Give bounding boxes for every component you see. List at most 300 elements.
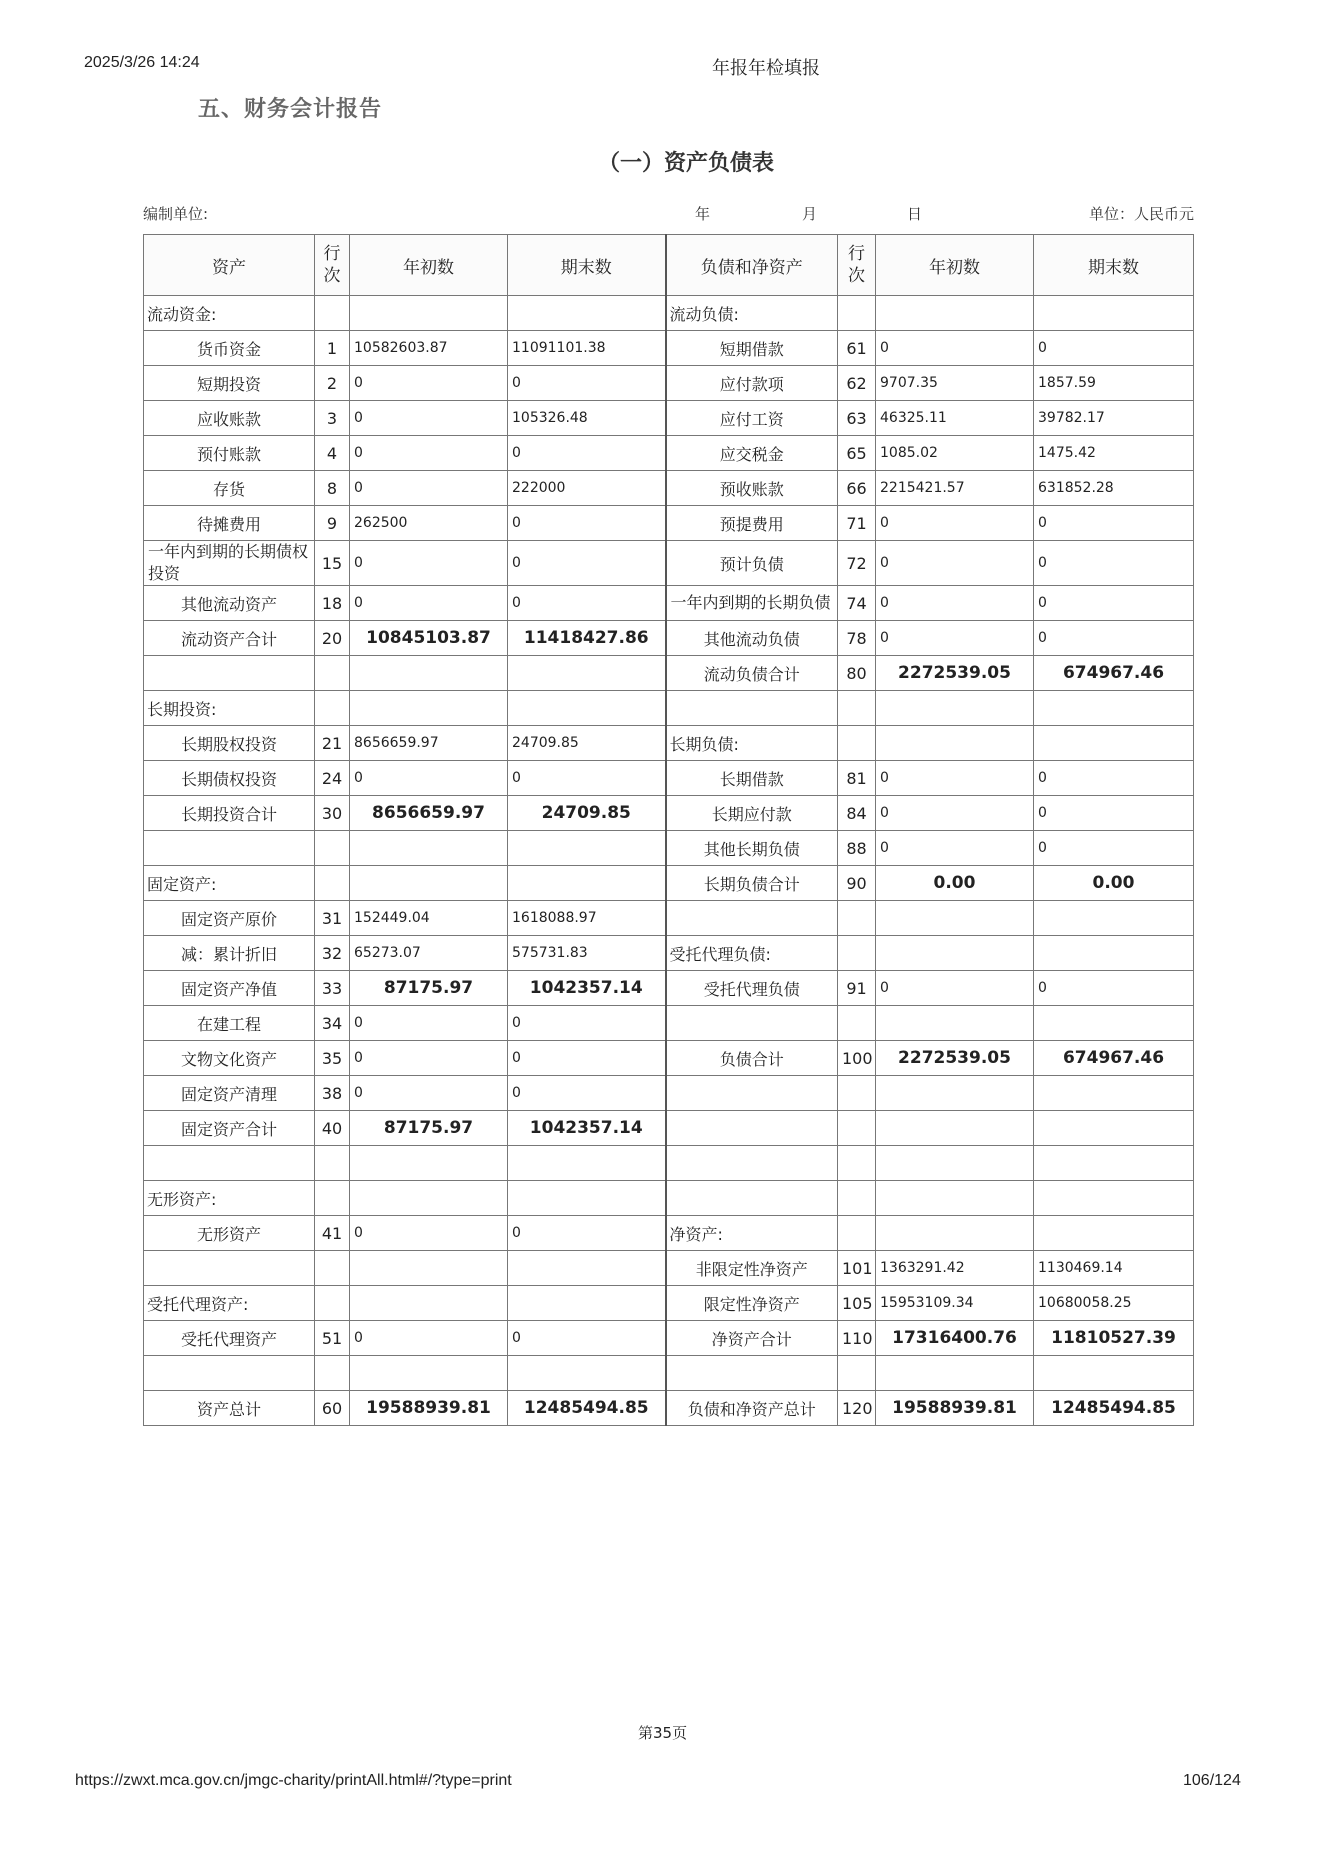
table-row: [144, 656, 1194, 691]
asset-line-cell: 33: [315, 971, 350, 1006]
print-datetime: 2025/3/26 14:24: [84, 54, 200, 71]
asset-name-cell: 存货: [144, 471, 315, 506]
liab-begin-cell: [876, 936, 1034, 971]
liab-line-cell: 63: [838, 401, 876, 436]
asset-line-cell: [315, 831, 350, 866]
table-row: [144, 331, 1194, 366]
asset-end-cell: 0: [508, 506, 666, 541]
liab-line-cell: [838, 1076, 876, 1111]
asset-line-cell: 18: [315, 586, 350, 621]
liab-name-cell: [666, 1356, 838, 1391]
asset-line-cell: 40: [315, 1111, 350, 1146]
asset-name-cell: 应收账款: [144, 401, 315, 436]
liab-name-cell: 其他流动负债: [666, 621, 838, 656]
table-row: [144, 471, 1194, 506]
liab-end-cell: 39782.17: [1034, 401, 1194, 436]
liab-begin-cell: 46325.11: [876, 401, 1034, 436]
asset-line-cell: [315, 296, 350, 331]
liab-line-cell: 74: [838, 586, 876, 621]
liab-name-cell: 流动负债合计: [666, 656, 838, 691]
asset-line-cell: [315, 1251, 350, 1286]
liab-name-cell: [666, 691, 838, 726]
asset-name-cell: 固定资产原价: [144, 901, 315, 936]
col-header-end-right: 期末数: [1034, 235, 1194, 296]
asset-name-cell: 长期债权投资: [144, 761, 315, 796]
liab-name-cell: 限定性净资产: [666, 1286, 838, 1321]
asset-line-cell: [315, 1356, 350, 1391]
table-row: [144, 866, 1194, 901]
section-title: 五、财务会计报告: [198, 97, 383, 122]
liab-begin-cell: 0: [876, 621, 1034, 656]
asset-name-cell: 在建工程: [144, 1006, 315, 1041]
liab-name-cell: 预提费用: [666, 506, 838, 541]
asset-begin-cell: 0: [350, 366, 508, 401]
asset-begin-cell: [350, 866, 508, 901]
page-header-title: 年报年检填报: [712, 58, 820, 79]
liab-line-cell: [838, 1006, 876, 1041]
asset-end-cell: 24709.85: [508, 726, 666, 761]
asset-end-cell: 11418427.86: [508, 621, 666, 656]
asset-name-cell: 受托代理资产: [144, 1321, 315, 1356]
col-header-line-no-right: 行次: [838, 235, 876, 296]
liab-name-cell: 应付工资: [666, 401, 838, 436]
asset-name-cell: [144, 656, 315, 691]
asset-name-cell: 无形资产:: [144, 1181, 315, 1216]
table-row: [144, 971, 1194, 1006]
liab-line-cell: [838, 1111, 876, 1146]
asset-name-cell: 待摊费用: [144, 506, 315, 541]
liab-end-cell: [1034, 901, 1194, 936]
compiling-unit-label: 编制单位:: [143, 205, 209, 223]
asset-end-cell: [508, 656, 666, 691]
liab-name-cell: 预计负债: [666, 541, 838, 586]
asset-line-cell: [315, 1146, 350, 1181]
asset-name-cell: 固定资产净值: [144, 971, 315, 1006]
liab-line-cell: [838, 726, 876, 761]
liab-name-cell: [666, 1146, 838, 1181]
asset-line-cell: 4: [315, 436, 350, 471]
table-row: [144, 1041, 1194, 1076]
liab-name-cell: 应交税金: [666, 436, 838, 471]
liab-begin-cell: [876, 296, 1034, 331]
liab-name-cell: 预收账款: [666, 471, 838, 506]
liab-begin-cell: 0: [876, 506, 1034, 541]
asset-end-cell: 1042357.14: [508, 1111, 666, 1146]
asset-name-cell: 固定资产:: [144, 866, 315, 901]
liab-begin-cell: 0.00: [876, 866, 1034, 901]
asset-end-cell: [508, 1146, 666, 1181]
liab-end-cell: [1034, 691, 1194, 726]
asset-begin-cell: 0: [350, 1076, 508, 1111]
asset-line-cell: 8: [315, 471, 350, 506]
asset-end-cell: 105326.48: [508, 401, 666, 436]
asset-name-cell: 资产总计: [144, 1391, 315, 1426]
liab-end-cell: 1130469.14: [1034, 1251, 1194, 1286]
table-row: [144, 901, 1194, 936]
liab-line-cell: 62: [838, 366, 876, 401]
liab-line-cell: 80: [838, 656, 876, 691]
liab-end-cell: 10680058.25: [1034, 1286, 1194, 1321]
table-row: [144, 1391, 1194, 1426]
liab-line-cell: [838, 1146, 876, 1181]
asset-name-cell: 无形资产: [144, 1216, 315, 1251]
asset-begin-cell: 262500: [350, 506, 508, 541]
liab-end-cell: [1034, 1181, 1194, 1216]
table-row: [144, 621, 1194, 656]
asset-end-cell: 0: [508, 1216, 666, 1251]
liab-name-cell: [666, 1181, 838, 1216]
liab-begin-cell: 0: [876, 331, 1034, 366]
liab-begin-cell: 17316400.76: [876, 1321, 1034, 1356]
liab-name-cell: 负债和净资产总计: [666, 1391, 838, 1426]
liab-begin-cell: [876, 1076, 1034, 1111]
liab-end-cell: [1034, 1076, 1194, 1111]
liab-name-cell: 非限定性净资产: [666, 1251, 838, 1286]
liab-end-cell: 1857.59: [1034, 366, 1194, 401]
liab-name-cell: 长期负债合计: [666, 866, 838, 901]
asset-end-cell: 11091101.38: [508, 331, 666, 366]
asset-end-cell: 0: [508, 1041, 666, 1076]
asset-begin-cell: 0: [350, 401, 508, 436]
asset-begin-cell: [350, 1251, 508, 1286]
currency-unit-label: 单位：人民币元: [1089, 205, 1195, 223]
asset-line-cell: 35: [315, 1041, 350, 1076]
liab-name-cell: 一年内到期的长期负债: [666, 586, 838, 621]
liab-line-cell: [838, 296, 876, 331]
liab-name-cell: [666, 1111, 838, 1146]
liab-end-cell: [1034, 1356, 1194, 1391]
asset-name-cell: 文物文化资产: [144, 1041, 315, 1076]
liab-name-cell: 长期负债:: [666, 726, 838, 761]
liab-name-cell: 长期应付款: [666, 796, 838, 831]
table-row: [144, 366, 1194, 401]
liab-begin-cell: [876, 1216, 1034, 1251]
asset-name-cell: 其他流动资产: [144, 586, 315, 621]
liab-end-cell: 0: [1034, 506, 1194, 541]
liab-line-cell: 78: [838, 621, 876, 656]
asset-line-cell: 20: [315, 621, 350, 656]
asset-begin-cell: 8656659.97: [350, 726, 508, 761]
liab-end-cell: 0: [1034, 831, 1194, 866]
col-header-line-no: 行次: [315, 235, 350, 296]
liab-name-cell: [666, 901, 838, 936]
liab-end-cell: [1034, 726, 1194, 761]
liab-line-cell: [838, 1181, 876, 1216]
liab-name-cell: 净资产:: [666, 1216, 838, 1251]
liab-begin-cell: 1363291.42: [876, 1251, 1034, 1286]
asset-end-cell: [508, 1181, 666, 1216]
asset-name-cell: 短期投资: [144, 366, 315, 401]
table-row: [144, 691, 1194, 726]
table-row: [144, 436, 1194, 471]
asset-name-cell: 受托代理资产:: [144, 1286, 315, 1321]
liab-name-cell: 应付款项: [666, 366, 838, 401]
asset-line-cell: 21: [315, 726, 350, 761]
asset-name-cell: [144, 1146, 315, 1181]
liab-line-cell: 72: [838, 541, 876, 586]
liab-end-cell: 674967.46: [1034, 656, 1194, 691]
liab-begin-cell: [876, 1146, 1034, 1181]
liab-line-cell: 120: [838, 1391, 876, 1426]
asset-begin-cell: 87175.97: [350, 971, 508, 1006]
liab-begin-cell: 15953109.34: [876, 1286, 1034, 1321]
page-number: 第35页: [638, 1724, 688, 1742]
col-header-assets: 资产: [144, 235, 315, 296]
liab-end-cell: 0: [1034, 621, 1194, 656]
asset-name-cell: 流动资金:: [144, 296, 315, 331]
asset-line-cell: 60: [315, 1391, 350, 1426]
asset-name-cell: 流动资产合计: [144, 621, 315, 656]
asset-line-cell: 24: [315, 761, 350, 796]
liab-end-cell: [1034, 1111, 1194, 1146]
table-row: [144, 1006, 1194, 1041]
asset-begin-cell: 10845103.87: [350, 621, 508, 656]
asset-name-cell: 固定资产清理: [144, 1076, 315, 1111]
table-row: [144, 1356, 1194, 1391]
table-row: [144, 586, 1194, 621]
liab-end-cell: [1034, 936, 1194, 971]
liab-line-cell: [838, 1356, 876, 1391]
liab-end-cell: 0: [1034, 761, 1194, 796]
liab-begin-cell: 0: [876, 796, 1034, 831]
asset-end-cell: 0: [508, 436, 666, 471]
asset-begin-cell: 0: [350, 586, 508, 621]
table-row: [144, 1216, 1194, 1251]
asset-name-cell: 长期投资合计: [144, 796, 315, 831]
asset-end-cell: 222000: [508, 471, 666, 506]
asset-line-cell: 34: [315, 1006, 350, 1041]
liab-begin-cell: 2215421.57: [876, 471, 1034, 506]
asset-end-cell: [508, 296, 666, 331]
liab-begin-cell: 0: [876, 831, 1034, 866]
asset-line-cell: [315, 656, 350, 691]
table-row: [144, 726, 1194, 761]
liab-end-cell: 631852.28: [1034, 471, 1194, 506]
col-header-begin-right: 年初数: [876, 235, 1034, 296]
liab-end-cell: 11810527.39: [1034, 1321, 1194, 1356]
asset-line-cell: 31: [315, 901, 350, 936]
liab-end-cell: [1034, 1006, 1194, 1041]
table-row: [144, 1286, 1194, 1321]
asset-begin-cell: [350, 296, 508, 331]
liab-name-cell: [666, 1006, 838, 1041]
liab-line-cell: 66: [838, 471, 876, 506]
asset-end-cell: [508, 866, 666, 901]
liab-end-cell: 674967.46: [1034, 1041, 1194, 1076]
liab-line-cell: [838, 936, 876, 971]
asset-begin-cell: 19588939.81: [350, 1391, 508, 1426]
table-row: [144, 796, 1194, 831]
liab-begin-cell: [876, 726, 1034, 761]
liab-begin-cell: [876, 1181, 1034, 1216]
asset-begin-cell: 8656659.97: [350, 796, 508, 831]
asset-line-cell: 1: [315, 331, 350, 366]
col-header-liabilities: 负债和净资产: [666, 235, 838, 296]
asset-begin-cell: [350, 1356, 508, 1391]
footer-page-count: 106/124: [1183, 1772, 1241, 1789]
liab-line-cell: 91: [838, 971, 876, 1006]
asset-line-cell: 51: [315, 1321, 350, 1356]
asset-line-cell: 32: [315, 936, 350, 971]
asset-end-cell: 0: [508, 366, 666, 401]
liab-line-cell: 65: [838, 436, 876, 471]
date-day-label: 日: [907, 205, 923, 223]
asset-name-cell: 长期股权投资: [144, 726, 315, 761]
asset-line-cell: 15: [315, 541, 350, 586]
liab-begin-cell: 0: [876, 971, 1034, 1006]
col-header-end: 期末数: [508, 235, 666, 296]
table-row: [144, 1146, 1194, 1181]
table-row: [144, 296, 1194, 331]
liab-end-cell: 0: [1034, 971, 1194, 1006]
asset-end-cell: [508, 831, 666, 866]
liab-end-cell: 0: [1034, 796, 1194, 831]
table-row: [144, 936, 1194, 971]
asset-name-cell: 长期投资:: [144, 691, 315, 726]
liab-name-cell: 受托代理负债:: [666, 936, 838, 971]
table-header-row: [144, 235, 1194, 296]
asset-name-cell: [144, 831, 315, 866]
asset-begin-cell: [350, 691, 508, 726]
liab-line-cell: 100: [838, 1041, 876, 1076]
asset-begin-cell: 65273.07: [350, 936, 508, 971]
table-body: [144, 296, 1194, 1426]
asset-begin-cell: [350, 1146, 508, 1181]
asset-end-cell: 12485494.85: [508, 1391, 666, 1426]
table-row: [144, 1251, 1194, 1286]
liab-begin-cell: [876, 1006, 1034, 1041]
asset-end-cell: 575731.83: [508, 936, 666, 971]
asset-end-cell: [508, 691, 666, 726]
liab-line-cell: [838, 1216, 876, 1251]
asset-begin-cell: 0: [350, 1006, 508, 1041]
table-row: [144, 1321, 1194, 1356]
asset-line-cell: 9: [315, 506, 350, 541]
liab-line-cell: [838, 691, 876, 726]
liab-begin-cell: 0: [876, 541, 1034, 586]
date-month-label: 月: [802, 205, 818, 223]
liab-begin-cell: [876, 691, 1034, 726]
asset-line-cell: [315, 866, 350, 901]
table-row: [144, 1111, 1194, 1146]
liab-end-cell: [1034, 296, 1194, 331]
liab-end-cell: 0: [1034, 541, 1194, 586]
liab-end-cell: 1475.42: [1034, 436, 1194, 471]
liab-line-cell: 90: [838, 866, 876, 901]
asset-line-cell: [315, 1181, 350, 1216]
liab-name-cell: 净资产合计: [666, 1321, 838, 1356]
liab-end-cell: 12485494.85: [1034, 1391, 1194, 1426]
asset-end-cell: 1042357.14: [508, 971, 666, 1006]
asset-end-cell: 0: [508, 1076, 666, 1111]
liab-begin-cell: [876, 901, 1034, 936]
liab-end-cell: 0: [1034, 331, 1194, 366]
asset-name-cell: 固定资产合计: [144, 1111, 315, 1146]
asset-end-cell: 0: [508, 1006, 666, 1041]
asset-begin-cell: 152449.04: [350, 901, 508, 936]
liab-begin-cell: [876, 1111, 1034, 1146]
asset-begin-cell: 0: [350, 471, 508, 506]
asset-begin-cell: 10582603.87: [350, 331, 508, 366]
table-row: [144, 831, 1194, 866]
asset-end-cell: 24709.85: [508, 796, 666, 831]
asset-begin-cell: 87175.97: [350, 1111, 508, 1146]
table-row: [144, 1076, 1194, 1111]
liab-line-cell: 110: [838, 1321, 876, 1356]
asset-begin-cell: [350, 1181, 508, 1216]
table-row: [144, 1181, 1194, 1216]
liab-line-cell: 88: [838, 831, 876, 866]
liab-name-cell: 长期借款: [666, 761, 838, 796]
asset-begin-cell: 0: [350, 1041, 508, 1076]
asset-line-cell: [315, 1286, 350, 1321]
asset-line-cell: 38: [315, 1076, 350, 1111]
liab-line-cell: 81: [838, 761, 876, 796]
liab-name-cell: 短期借款: [666, 331, 838, 366]
asset-begin-cell: [350, 656, 508, 691]
table-title: （一）资产负债表: [598, 151, 775, 176]
asset-end-cell: [508, 1251, 666, 1286]
liab-line-cell: 105: [838, 1286, 876, 1321]
liab-begin-cell: [876, 1356, 1034, 1391]
asset-end-cell: [508, 1356, 666, 1391]
liab-begin-cell: 0: [876, 586, 1034, 621]
liab-begin-cell: 2272539.05: [876, 1041, 1034, 1076]
liab-line-cell: 71: [838, 506, 876, 541]
asset-name-cell: 货币资金: [144, 331, 315, 366]
table-row: [144, 401, 1194, 436]
asset-line-cell: 41: [315, 1216, 350, 1251]
asset-name-cell: [144, 1251, 315, 1286]
table-row: [144, 541, 1194, 586]
asset-end-cell: 0: [508, 761, 666, 796]
asset-name-cell: 预付账款: [144, 436, 315, 471]
asset-begin-cell: 0: [350, 1321, 508, 1356]
asset-end-cell: 0: [508, 586, 666, 621]
asset-begin-cell: 0: [350, 761, 508, 796]
date-year-label: 年: [695, 205, 711, 223]
asset-line-cell: 2: [315, 366, 350, 401]
footer-url: https://zwxt.mca.gov.cn/jmgc-charity/printAll.html#/?type=print: [75, 1772, 512, 1789]
liab-begin-cell: 19588939.81: [876, 1391, 1034, 1426]
balance-sheet-table: [143, 234, 1194, 1426]
liab-end-cell: [1034, 1216, 1194, 1251]
liab-end-cell: [1034, 1146, 1194, 1181]
asset-end-cell: 0: [508, 541, 666, 586]
asset-name-cell: 减：累计折旧: [144, 936, 315, 971]
asset-line-cell: 3: [315, 401, 350, 436]
liab-line-cell: [838, 901, 876, 936]
liab-begin-cell: 1085.02: [876, 436, 1034, 471]
liab-name-cell: 流动负债:: [666, 296, 838, 331]
asset-name-cell: [144, 1356, 315, 1391]
liab-line-cell: 101: [838, 1251, 876, 1286]
asset-begin-cell: 0: [350, 1216, 508, 1251]
liab-end-cell: 0: [1034, 586, 1194, 621]
asset-begin-cell: [350, 831, 508, 866]
liab-name-cell: 负债合计: [666, 1041, 838, 1076]
table-row: [144, 761, 1194, 796]
col-header-begin: 年初数: [350, 235, 508, 296]
liab-begin-cell: 0: [876, 761, 1034, 796]
liab-begin-cell: 9707.35: [876, 366, 1034, 401]
asset-name-cell: 一年内到期的长期债权投资: [144, 541, 315, 586]
liab-begin-cell: 2272539.05: [876, 656, 1034, 691]
asset-end-cell: [508, 1286, 666, 1321]
asset-end-cell: 0: [508, 1321, 666, 1356]
asset-end-cell: 1618088.97: [508, 901, 666, 936]
asset-begin-cell: 0: [350, 436, 508, 471]
